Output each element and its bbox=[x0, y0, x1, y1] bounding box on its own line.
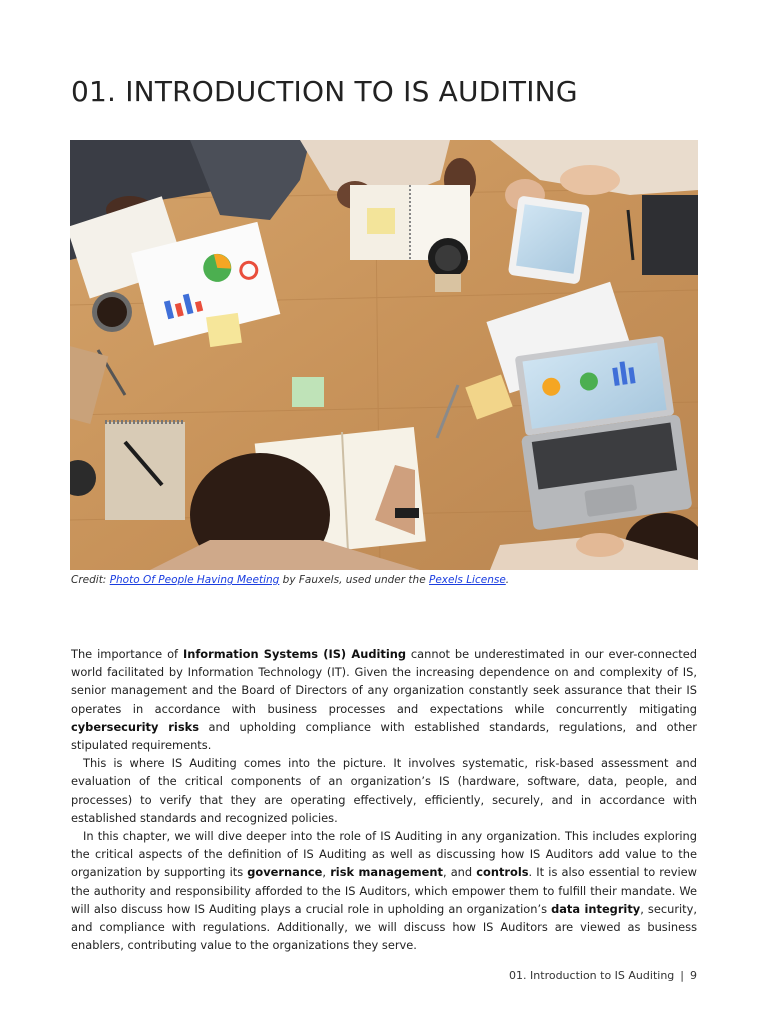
p1-bold-cybersecurity-risks: cybersecurity risks bbox=[71, 719, 199, 734]
p3-bold-controls: controls bbox=[476, 865, 529, 880]
p1-bold-is-auditing: Information Systems (IS) Auditing bbox=[182, 647, 406, 661]
p3-text-4: . It is also essential to review the authority and responsibility afforded to the IS Auditors, which empower them to fulfill their mandate. We will also discuss how IS Auditing plays a crucial role in upholding an organization’s bbox=[71, 865, 697, 916]
body-text bbox=[71, 645, 697, 954]
p1-text-2: cannot be underestimated in our ever-connected world facilitated by Information Technology (IT). Given the increasing dependence on and complexity of IS, senior management and the Board of Directors of any organization constantly seek assurance that their IS operates in accordance with business processes and expectations while concurrently mitigating bbox=[71, 647, 697, 716]
p3-text-2: , bbox=[322, 865, 331, 880]
p1-text-3: and upholding compliance with established standards, regulations, and other stipulated requirements. bbox=[71, 719, 697, 753]
footer-separator: | bbox=[680, 969, 684, 982]
paragraph-2: This is where IS Auditing comes into the picture. It involves systematic, risk-based assessment and evaluation of the critical components of an organization’s IS (hardware, software, data, people, and processes) to verify that they are operating effectively, efficiently, securely, and in accordance with established standards and recognized policies. bbox=[71, 756, 697, 825]
photo-source-link[interactable]: Photo Of People Having Meeting bbox=[109, 574, 280, 586]
photo-credit bbox=[71, 574, 509, 586]
p3-text-5: , security, and compliance with regulations. Additionally, we will discuss how IS Auditors are viewed as business enablers, contributing value to the organizations they serve. bbox=[71, 901, 698, 953]
license-link[interactable]: Pexels License bbox=[429, 574, 506, 586]
credit-suffix: . bbox=[505, 574, 510, 586]
credit-middle: by Fauxels, used under the bbox=[279, 574, 429, 586]
paragraph-3 bbox=[71, 827, 697, 954]
paragraph-1 bbox=[71, 645, 697, 754]
p3-text-1: In this chapter, we will dive deeper into the role of IS Auditing in any organization. This includes exploring the critical aspects of the definition of IS Auditing as well as discussing how IS Auditors add value to the organization by supporting its bbox=[71, 829, 697, 880]
p3-bold-governance: governance bbox=[247, 865, 323, 880]
page-footer bbox=[509, 969, 697, 982]
p3-bold-risk-management: risk management bbox=[330, 865, 443, 880]
p1-text-1: The importance of bbox=[71, 647, 183, 661]
page-title: 01. INTRODUCTION TO IS AUDITING bbox=[71, 75, 578, 108]
page-number: 9 bbox=[690, 969, 697, 982]
footer-chapter: 01. Introduction to IS Auditing bbox=[509, 969, 675, 982]
p3-text-3: , and bbox=[442, 865, 477, 880]
credit-prefix: Credit: bbox=[71, 574, 110, 586]
p3-bold-data-integrity: data integrity bbox=[551, 901, 641, 916]
meeting-photo bbox=[70, 140, 698, 570]
